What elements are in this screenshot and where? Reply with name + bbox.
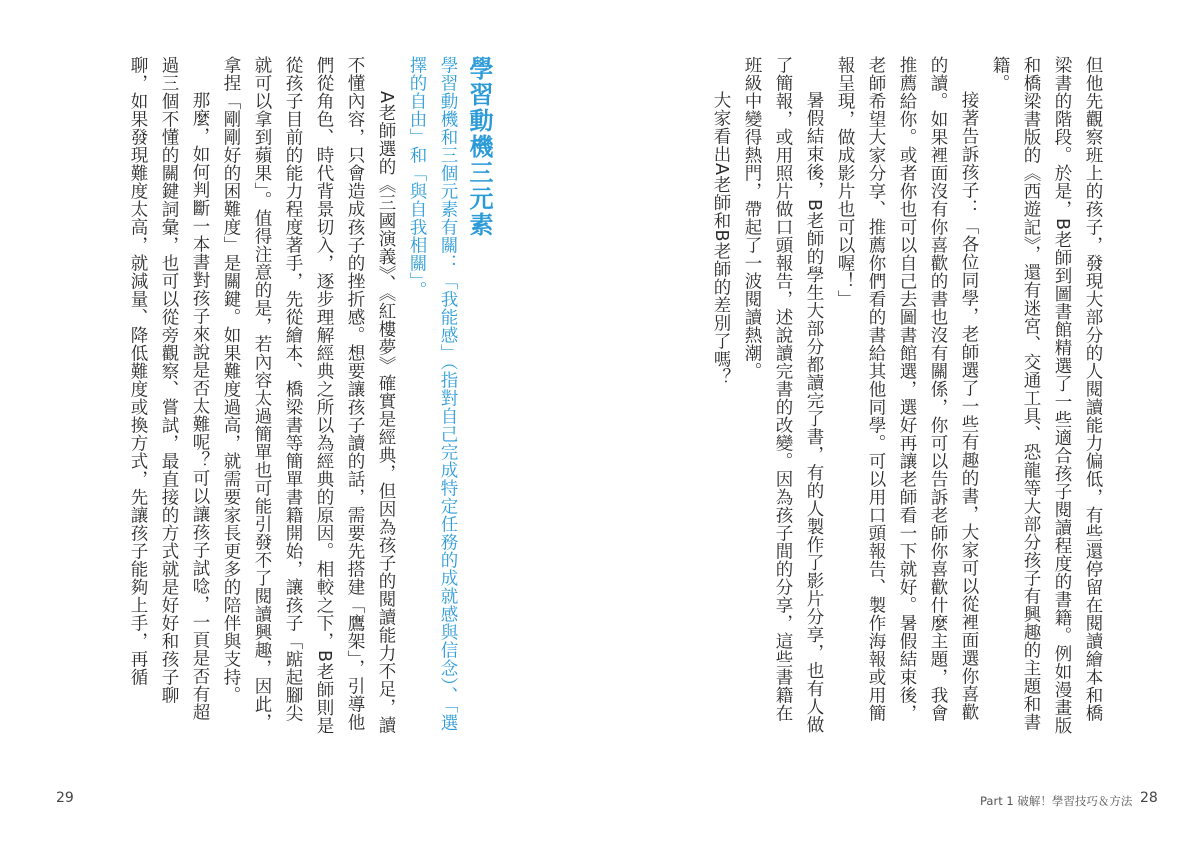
paragraph: 但他先觀察班上的孩子，發現大部分的人閱讀能力偏低，有些還停留在閱讀繪本和橋梁書的階段。於是，B老師到圖書館精選了一些適合孩子閱讀程度的書籍。例如漫畫版和橋梁書版的《西遊記》，還有迷宮、交通工具、恐龍等大部分孩子有興趣的主題和書籍。 — [990, 56, 1103, 735]
running-head: Part 1 破解！學習技巧＆方法 — [980, 794, 1133, 808]
section-subheading: 學習動機和三個元素有關：「我能感」（指對自己完成特定任務的成就感與信念）、「選擇的自由」和「與自我相關」。 — [407, 56, 458, 732]
paragraph: 大家看出A老師和B老師的差別了嗎？ — [711, 91, 731, 386]
paragraph: A老師選的《三國演義》、《紅樓夢》確實是經典，但因為孩子的閱讀能力不足，讀不懂內容，只會造成孩子的挫折感。想要讓孩子讀的話，需要先搭建「鷹架」，引導他們從角色、時代背景切入，逐步理解經典之所以為經典的原因。相較之下，B老師則是從孩子目前的能力程度著手，先從繪本、橋梁書等簡單書籍開始，讓孩子「踮起腳尖就可以拿到蘋果」。值得注意的是，若內容太過簡單也可能引發不了閱讀興趣，因此，拿捏「剛剛好的困難度」是關鍵。如果難度過高，就需要家長更多的陪伴與支持。 — [221, 56, 396, 735]
right-page-text — [711, 56, 1108, 736]
page-number: 29 — [56, 790, 74, 806]
section-heading: 學習動機三元素 — [465, 56, 493, 238]
page-number: 28 — [1140, 790, 1158, 806]
paragraph: 接著告訴孩子：「各位同學，老師選了一些有趣的書，大家可以從裡面選你喜歡的讀。如果裡面沒有你喜歡的書也沒有關係，你可以告訴老師你喜歡什麼主題，我會推薦給你。或者你也可以自己去圖書館選，選好再讓老師看一下就好。暑假結束後，老師希望大家分享、推薦你們看的書給其他同學。可以用口頭報告、製作海報或用簡報呈現，做成影片也可以喔！」 — [835, 56, 979, 722]
left-page-text — [104, 56, 494, 736]
paragraph: 那麼，如何判斷一本書對孩子來說是否太難呢？可以讓孩子試唸，一頁是否有超過三個不懂的關鍵詞彙，也可以從旁觀察、嘗試，最直接的方式就是好好和孩子聊聊，如果發現難度太高，就減量、降低難度或換方式，先讓孩子能夠上手，再循 — [128, 56, 210, 721]
paragraph: 暑假結束後，B老師的學生大部分都讀完了書，有的人製作了影片分享，也有人做了簡報，或用照片做口頭報告，述說讀完書的改變。因為孩子間的分享，這些書籍在班級中變得熱門，帶起了一波閱讀熱潮。 — [742, 56, 824, 734]
right-page — [600, 0, 1200, 857]
